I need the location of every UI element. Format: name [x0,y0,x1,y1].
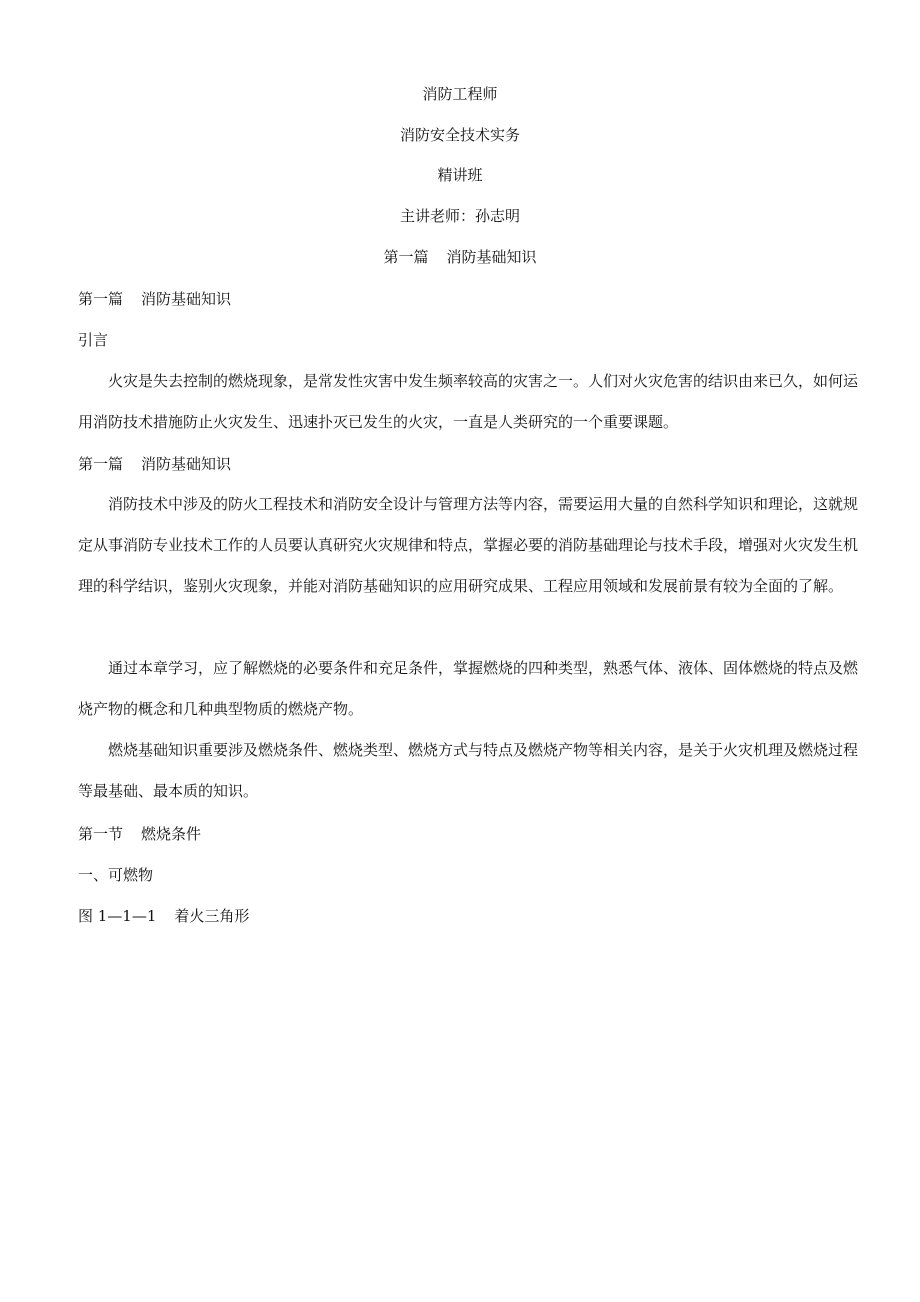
body-paragraph-1: 消防技术中涉及的防火工程技术和消防安全设计与管理方法等内容，需要运用大量的自然科学知识和理论，这就规定从事消防专业技术工作的人员要认真研究火灾规律和特点，掌握必要的消防基础理论与技术手段，增强对火灾发生机理的科学结识，鉴别火灾现象，并能对消防基础知识的应用研究成果、工程应用领域和发展前景有较为全面的了解。 [78,495,859,595]
part-heading-1 [78,289,858,309]
section-heading [78,824,858,844]
figure-caption [78,906,858,926]
class-name: 精讲班 [437,166,483,184]
figure-caption-number: 图 1—1—1 [78,907,157,925]
intro-heading: 引言 [78,331,109,349]
part-heading-2 [78,454,858,474]
part-title-number: 第一篇 [383,248,429,266]
lecturer-name: 主讲老师：孙志明 [399,207,520,225]
section-heading-number: 第一节 [78,825,124,843]
part-title-name: 消防基础知识 [446,248,537,266]
subsection-heading: 一、可燃物 [78,866,154,884]
part-heading-2-name: 消防基础知识 [141,455,232,473]
document-subject: 消防安全技术实务 [399,126,520,144]
part-heading-2-number: 第一篇 [78,455,124,473]
part-title-centered [0,247,920,267]
part-heading-1-number: 第一篇 [78,290,124,308]
intro-paragraph: 火灾是失去控制的燃烧现象，是常发性灾害中发生频率较高的灾害之一。人们对火灾危害的结识由来已久，如何运用消防技术措施防止火灾发生、迅速扑灭已发生的火灾，一直是人类研究的一个重要课题。 [78,372,859,431]
figure-caption-name: 着火三角形 [174,907,250,925]
part-heading-1-name: 消防基础知识 [141,290,232,308]
document-title: 消防工程师 [422,85,498,103]
body-paragraph-2: 通过本章学习，应了解燃烧的必要条件和充足条件，掌握燃烧的四种类型，熟悉气体、液体、固体燃烧的特点及燃烧产物的概念和几种典型物质的燃烧产物。 [78,659,859,718]
body-paragraph-3: 燃烧基础知识重要涉及燃烧条件、燃烧类型、燃烧方式与特点及燃烧产物等相关内容，是关于火灾机理及燃烧过程等最基础、最本质的知识。 [78,741,859,800]
section-heading-name: 燃烧条件 [141,825,202,843]
